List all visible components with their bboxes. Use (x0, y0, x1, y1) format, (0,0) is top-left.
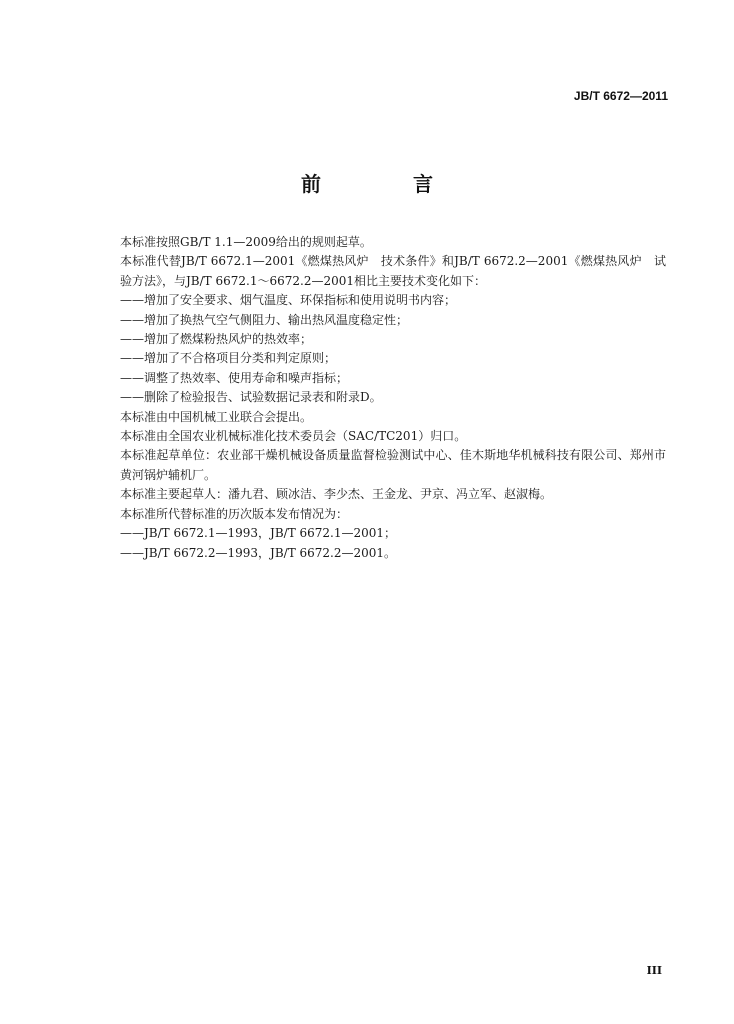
list-item-change: ——增加了燃煤粉热风炉的热效率； (120, 332, 313, 347)
paragraph-drafting-rules: 本标准按照GB/T 1.1—2009给出的规则起草。 (120, 235, 372, 249)
list-item-change: ——删除了检验报告、试验数据记录表和附录D。 (120, 390, 382, 405)
paragraph-replacement: 本标准代替JB/T 6672.1—2001《燃煤热风炉 技术条件》和JB/T 6672.2—2001《燃煤热风炉 试验方法》，与JB/T 6672.1～6672.2—2001相比主要技术变化如下： (120, 254, 666, 288)
preface-body (86, 233, 666, 563)
list-item-history: ——JB/T 6672.2—1993，JB/T 6672.2—2001。 (120, 545, 397, 560)
page-title: 前 言 (301, 172, 469, 196)
list-item-change: ——增加了换热气空气侧阻力、输出热风温度稳定性； (120, 312, 409, 327)
list-item-change: ——调整了热效率、使用寿命和噪声指标； (120, 370, 349, 385)
list-item-change: ——增加了安全要求、烟气温度、环保指标和使用说明书内容； (120, 293, 457, 308)
paragraph-proposer: 本标准由中国机械工业联合会提出。 (120, 409, 313, 424)
page-number: III (646, 964, 662, 977)
paragraph-committee: 本标准由全国农业机械标准化技术委员会（SAC/TC201）归口。 (120, 429, 467, 444)
paragraph-drafters: 本标准主要起草人：潘九君、顾冰洁、李少杰、王金龙、尹京、冯立军、赵淑梅。 (120, 487, 553, 502)
paragraph-history: 本标准所代替标准的历次版本发布情况为： (120, 506, 349, 521)
list-item-change: ——增加了不合格项目分类和判定原则； (120, 351, 337, 366)
list-item-history: ——JB/T 6672.1—1993，JB/T 6672.1—2001； (120, 526, 397, 541)
paragraph-drafting-units: 本标准起草单位：农业部干燥机械设备质量监督检验测试中心、佳木斯地华机械科技有限公司、郑州市黄河锅炉辅机厂。 (120, 448, 666, 482)
standard-code: JB/T 6672—2011 (573, 89, 668, 103)
